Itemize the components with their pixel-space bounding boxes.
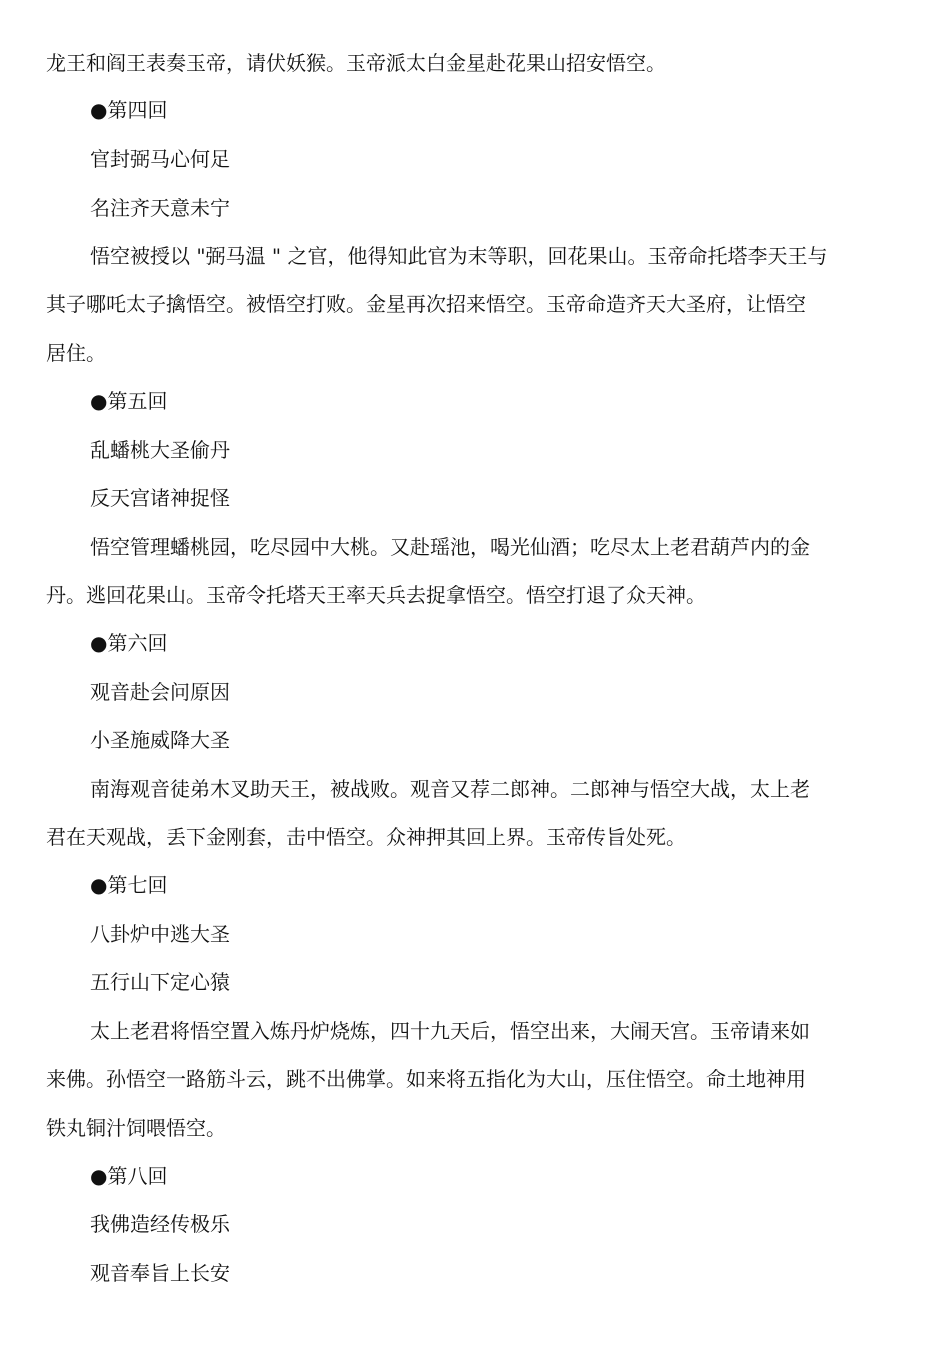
chapter-couplet-line: 五行山下定心猿: [90, 970, 230, 994]
text-line: 丹。逃回花果山。玉帝令托塔天王率天兵去捉拿悟空。悟空打退了众天神。: [46, 583, 706, 607]
text-line: 南海观音徒弟木叉助天王，被战败。观音又荐二郎神。二郎神与悟空大战，太上老: [90, 777, 810, 801]
chapter-couplet-line: 小圣施威降大圣: [90, 728, 230, 752]
text-line: 太上老君将悟空置入炼丹炉烧炼，四十九天后，悟空出来，大闹天宫。玉帝请来如: [90, 1019, 810, 1043]
chapter-couplet-line: 观音奉旨上长安: [90, 1261, 230, 1285]
text-line: 来佛。孙悟空一路筋斗云，跳不出佛掌。如来将五指化为大山，压住悟空。命土地神用: [46, 1067, 806, 1091]
text-line: 龙王和阎王表奏玉帝，请伏妖猴。玉帝派太白金星赴花果山招安悟空。: [46, 51, 666, 75]
chapter-couplet-line: 八卦炉中逃大圣: [90, 922, 230, 946]
chapter-couplet-line: 反天宫诸神捉怪: [90, 486, 230, 510]
text-line: 铁丸铜汁饲喂悟空。: [46, 1116, 226, 1140]
chapter-couplet-line: 乱蟠桃大圣偷丹: [90, 438, 230, 462]
chapter-couplet-line: 官封弼马心何足: [90, 147, 230, 171]
chapter-couplet-line: 名注齐天意未宁: [90, 196, 230, 220]
text-line: 居住。: [46, 341, 106, 365]
text-line: 君在天观战，丢下金刚套，击中悟空。众神押其回上界。玉帝传旨处死。: [46, 825, 686, 849]
chapter-couplet-line: 观音赴会问原因: [90, 680, 230, 704]
chapter-couplet-line: 我佛造经传极乐: [90, 1212, 230, 1236]
text-line: 悟空管理蟠桃园，吃尽园中大桃。又赴瑶池，喝光仙酒；吃尽太上老君葫芦内的金: [90, 535, 810, 559]
chapter-heading: ●第七回: [90, 873, 168, 897]
text-line: 悟空被授以 "弼马温 " 之官，他得知此官为末等职，回花果山。玉帝命托塔李天王与: [90, 244, 828, 268]
chapter-heading: ●第六回: [90, 631, 168, 655]
chapter-heading: ●第五回: [90, 389, 168, 413]
text-line: 其子哪吒太子擒悟空。被悟空打败。金星再次招来悟空。玉帝命造齐天大圣府，让悟空: [46, 292, 806, 316]
chapter-heading: ●第八回: [90, 1164, 168, 1188]
chapter-heading: ●第四回: [90, 98, 168, 122]
